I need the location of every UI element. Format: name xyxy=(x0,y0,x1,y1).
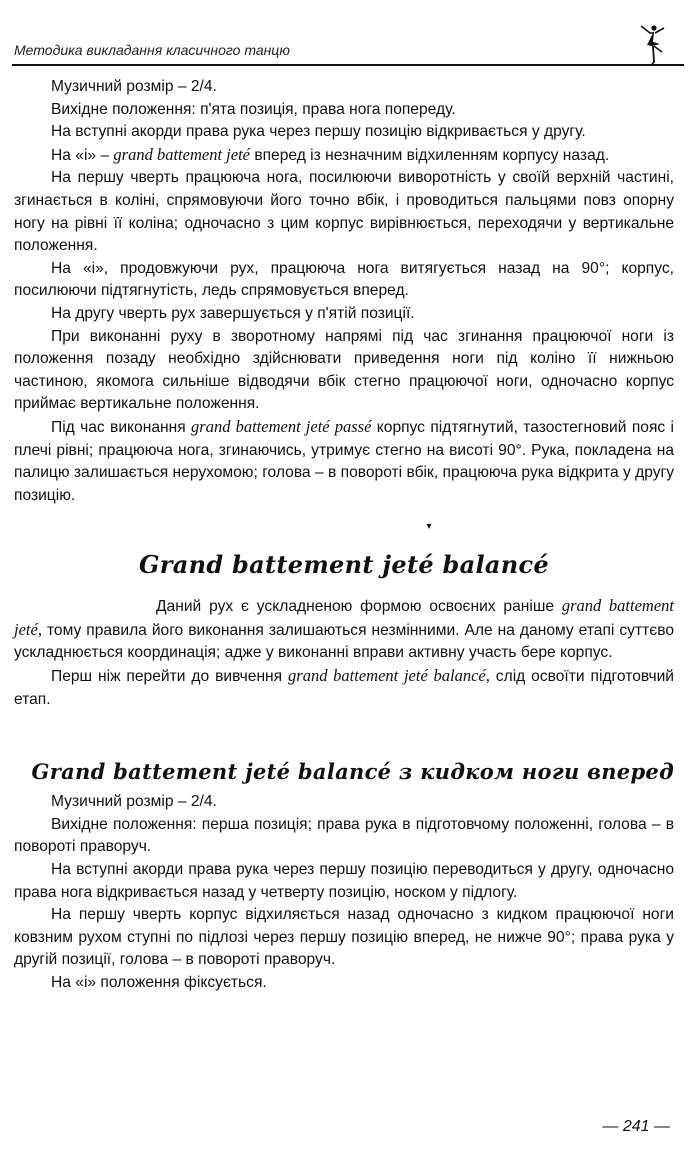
paragraph: На вступні акорди права рука через першу позицію відкривається у другу. xyxy=(51,123,586,141)
page-number: — 241 — xyxy=(602,1118,670,1135)
text-run: Під час виконання xyxy=(51,418,192,436)
stray-dot: ▾ xyxy=(426,521,432,533)
section-heading: Grand battement jeté balancé xyxy=(138,550,549,580)
paragraph: Вихідне положення: п'ята позиція, права нога попереду. xyxy=(51,100,456,118)
section-heading: Grand battement jeté balancé з кидком ноги вперед xyxy=(31,759,674,785)
paragraph xyxy=(14,665,674,711)
text-run: На «і» – xyxy=(51,146,114,164)
running-header xyxy=(12,30,684,66)
paragraph xyxy=(14,416,674,507)
paragraph: На вступні акорди права рука через першу позицію переводиться у другу, одночасно права нога відкривається назад у четверту позицію, носком у підлогу. xyxy=(14,861,674,901)
text-run: тому правила його виконання залишаються незмінними. Але на даному етапі суттєво ускладнюється координація; адже у виконанні вправи активну участь бере корпус. xyxy=(14,621,674,662)
paragraph: Музичний розмір – 2/4. xyxy=(51,78,217,95)
term: grand battement jeté, xyxy=(14,596,674,639)
paragraph: На «і», продовжуючи рух, працююча нога витягується назад на 90°; корпус, посилюючи підтягнутість, ледь спрямовується вперед. xyxy=(14,259,674,300)
paragraph: На «і» положення фіксується. xyxy=(51,974,267,991)
term: grand battement jeté balancé, xyxy=(288,666,490,686)
header-rule xyxy=(12,64,684,66)
paragraph xyxy=(14,144,674,168)
text-run: слід освоїти підготовчий етап. xyxy=(14,668,674,708)
text-run: Перш ніж перейти до вивчення xyxy=(51,668,289,686)
paragraph: Музичний розмір – 2/4. xyxy=(51,793,217,811)
paragraph: На другу чверть рух завершується у п'ятій позиції. xyxy=(51,304,415,322)
paragraph xyxy=(14,595,674,665)
term: grand battement jeté passé xyxy=(191,416,372,436)
ballerina-icon xyxy=(638,22,668,66)
text-run: Даний рух є ускладненою формою освоєних раніше xyxy=(156,598,562,616)
page-body xyxy=(14,76,674,995)
paragraph: На першу чверть працююча нога, посилюючи виворотність у своїй верхній частині, згинається в коліні, спрямовуючи його точно вбік, і проводиться пальцями повз опорну ногу на рівні її коліна; одночасно з цим корпус вирівнюється, переходячи у вертикальне положення. xyxy=(14,169,674,255)
term: grand battement jeté xyxy=(113,144,250,164)
text-run: вперед із незначним відхиленням корпусу назад. xyxy=(249,146,610,164)
paragraph: При виконанні руху в зворотному напрямі під час згинання працюючої ноги із положення позаду необхідно здійснювати приведення ноги під коліно її нижньою частиною, якомога сильніше відводячи вбік стегно працюючої ноги, одночасно корпус приймає вертикальне положення. xyxy=(14,327,674,413)
running-header-title: Методика викладання класичного танцю xyxy=(14,42,290,58)
text-run: корпус підтягнутий, тазостегновий пояс і плечі рівні; працююча нога, згинаючись, утримує стегно на висоті 90°. Рука, покладена на палицю залишається нерухомою; голова – в повороті вбік, працююча рука відкрита у другу позицію. xyxy=(14,418,674,504)
paragraph: На першу чверть корпус відхиляється назад одночасно з кидком працюючої ноги ковзним рухом ступні по підлозі через першу позицію вперед, не нижче 90°; права рука у другій позиції, голова – в повороті праворуч. xyxy=(14,906,674,969)
paragraph: Вихідне положення: перша позиція; права рука в підготовчому положенні, голова – в повороті праворуч. xyxy=(14,815,674,856)
